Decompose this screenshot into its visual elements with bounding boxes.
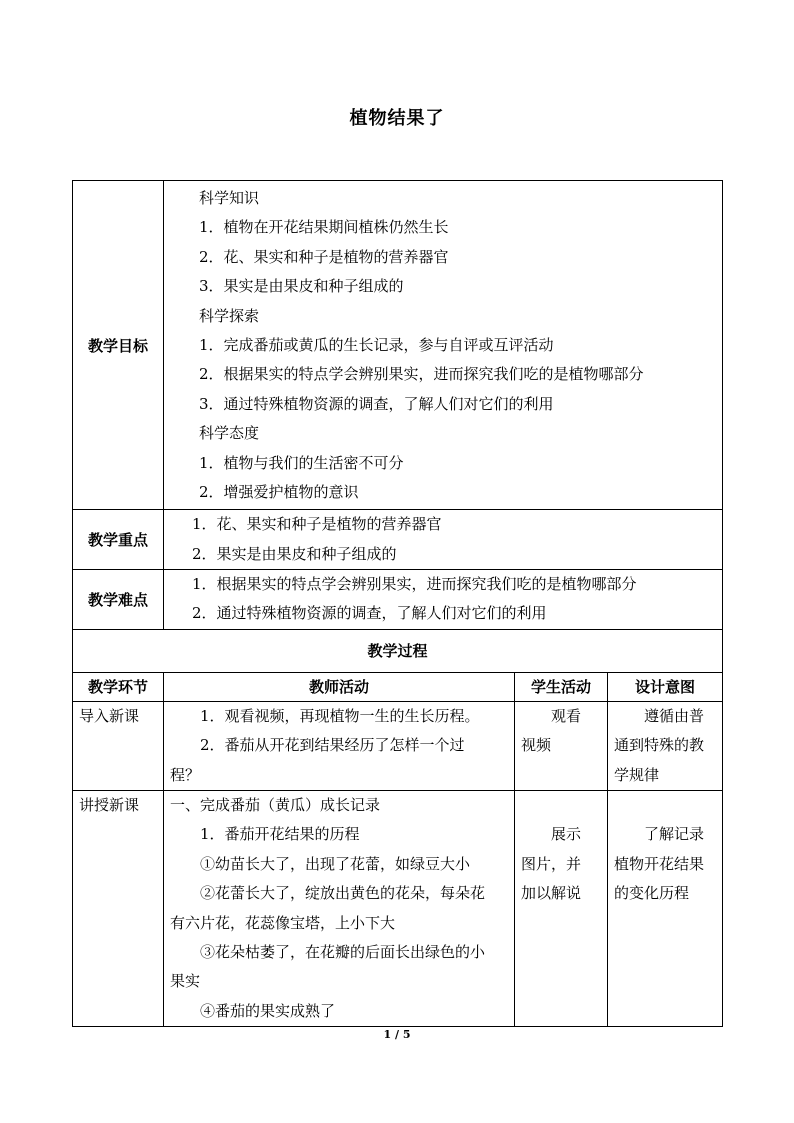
process-header-row xyxy=(73,672,723,701)
student-line: 视频 xyxy=(521,736,552,755)
objectives-row xyxy=(73,181,723,510)
objectives-line: 3．通过特殊植物资源的调查，了解人们对它们的利用 xyxy=(199,394,554,413)
process-title-row xyxy=(73,629,723,672)
difficulties-list xyxy=(164,570,722,629)
page-number: 1 / 5 xyxy=(383,1028,411,1041)
objectives-line: 1．植物与我们的生活密不可分 xyxy=(199,453,404,472)
intent-cell xyxy=(608,791,723,1027)
intent-line xyxy=(614,791,718,820)
intent-line: 学规律 xyxy=(614,765,660,784)
stage-cell xyxy=(73,791,164,1027)
objectives-line: 1．完成番茄或黄瓜的生长记录，参与自评或互评活动 xyxy=(199,335,554,354)
teacher-line: 1．观看视频，再现植物一生的生长历程。 xyxy=(170,706,480,725)
objectives-line: 科学态度 xyxy=(199,424,260,443)
teacher-line: 果实 xyxy=(170,972,201,991)
student-cell xyxy=(515,791,608,1027)
key-points-row xyxy=(73,510,723,570)
key-points-line: 1．花、果实和种子是植物的营养器官 xyxy=(192,515,442,534)
student-line: 图片，并 xyxy=(521,854,582,873)
intent-line: 植物开花结果 xyxy=(614,854,705,873)
objectives-list xyxy=(73,181,722,509)
key-points-label: 教学重点 xyxy=(73,510,164,570)
teacher-line: ②花蕾长大了，绽放出黄色的花朵，每朵花 xyxy=(170,884,486,903)
objectives-label: 教学目标 xyxy=(73,181,164,510)
teacher-line: 有六片花，花蕊像宝塔，上小下大 xyxy=(170,913,396,932)
lesson-plan-table xyxy=(72,180,723,1027)
difficulties-line: 1．根据果实的特点学会辨别果实，进而探究我们吃的是植物哪部分 xyxy=(192,575,637,594)
teacher-cell xyxy=(164,701,515,790)
key-points-list xyxy=(164,510,722,569)
intent-line: 遵循由普 xyxy=(614,706,705,725)
teacher-line: ④番茄的果实成熟了 xyxy=(170,1001,336,1020)
stage-cell xyxy=(73,701,164,790)
objectives-line: 科学知识 xyxy=(199,189,260,207)
objectives-line: 2．根据果实的特点学会辨别果实，进而探究我们吃的是植物哪部分 xyxy=(199,365,644,384)
key-points-line: 2．果实是由果皮和种子组成的 xyxy=(192,544,397,563)
difficulties-label: 教学难点 xyxy=(73,570,164,630)
difficulties-row xyxy=(73,570,723,630)
stage-label: 讲授新课 xyxy=(79,796,140,815)
header-intent: 设计意图 xyxy=(608,672,723,701)
teacher-line: ③花朵枯萎了，在花瓣的后面长出绿色的小 xyxy=(170,942,486,961)
intent-line: 通到特殊的教 xyxy=(614,736,705,755)
student-cell xyxy=(515,701,608,790)
student-line xyxy=(521,791,603,820)
objectives-line: 1．植物在开花结果期间植株仍然生长 xyxy=(199,218,449,237)
teacher-line: 一、完成番茄（黄瓜）成长记录 xyxy=(170,796,381,815)
header-stage: 教学环节 xyxy=(73,672,164,701)
process-row-teaching xyxy=(73,791,723,1027)
intent-line: 了解记录 xyxy=(614,825,705,844)
objectives-line: 3．果实是由果皮和种子组成的 xyxy=(199,277,404,296)
teacher-line: 1．番茄开花结果的历程 xyxy=(170,825,360,844)
difficulties-line: 2．通过特殊植物资源的调查，了解人们对它们的利用 xyxy=(192,604,547,623)
stage-label: 导入新课 xyxy=(79,706,140,725)
teacher-line: ①幼苗长大了，出现了花蕾，如绿豆大小 xyxy=(170,854,471,873)
intent-line: 的变化历程 xyxy=(614,884,690,903)
student-line: 展示 xyxy=(521,825,582,844)
objectives-line: 2．花、果实和种子是植物的营养器官 xyxy=(199,247,449,266)
student-line: 加以解说 xyxy=(521,884,582,903)
header-student: 学生活动 xyxy=(515,672,608,701)
objectives-line: 科学探索 xyxy=(199,306,260,325)
teacher-line: 2．番茄从开花到结果经历了怎样一个过 xyxy=(170,736,465,755)
process-row-intro xyxy=(73,701,723,790)
process-title: 教学过程 xyxy=(73,629,723,672)
teacher-cell xyxy=(164,791,515,1027)
intent-cell xyxy=(608,701,723,790)
teacher-line: 程？ xyxy=(170,765,201,784)
header-teacher: 教师活动 xyxy=(164,672,515,701)
document-title: 植物结果了 xyxy=(349,108,445,129)
objectives-line: 2．增强爱护植物的意识 xyxy=(199,482,359,501)
student-line: 观看 xyxy=(521,706,582,725)
